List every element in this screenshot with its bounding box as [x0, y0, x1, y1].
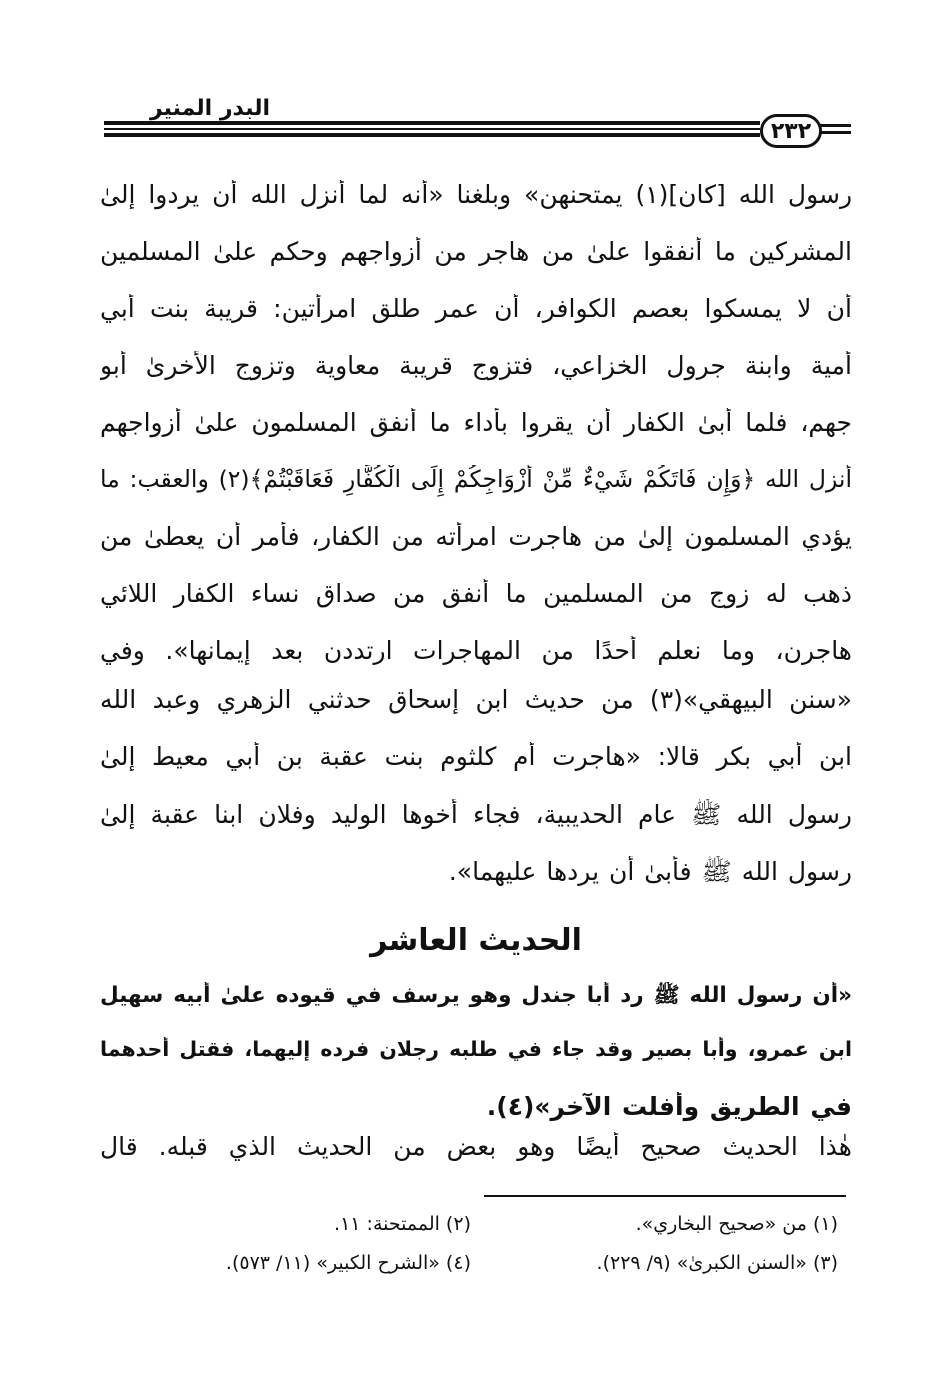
- text-line: هٰذا الحديث صحيح أيضًا وهو بعض من الحديث الذي قبله. قال: [100, 1132, 852, 1161]
- footnote: (٣) «السنن الكبرىٰ» (٩/ ٢٢٩).: [596, 1252, 838, 1274]
- footnote: (٢) الممتحنة: ١١.: [334, 1213, 471, 1235]
- text-line: هاجرن، وما نعلم أحدًا من المهاجرات ارتددن بعد إيمانها». وفي: [100, 636, 852, 665]
- header-rule: [104, 128, 760, 130]
- main-text: [100, 180, 852, 720]
- text-line: أمية وابنة جرول الخزاعي، فتزوج قريبة معاوية وتزوج الأخرىٰ أبو: [100, 351, 852, 380]
- text-line: رسول الله ﷺ فأبىٰ أن يردها عليهما».: [448, 857, 852, 886]
- running-title: البدر المنير: [150, 96, 271, 121]
- hadith-text: [100, 982, 852, 1132]
- text-line: في الطريق وأفلت الآخر»(٤).: [486, 1092, 852, 1121]
- text-line: «أن رسول الله ﷺ رد أبا جندل وهو يرسف في قيوده علىٰ أبيه سهيل: [100, 983, 852, 1008]
- text-line: رسول الله [كان](١) يمتحنهن» وبلغنا «أنه لما أنزل الله أن يردوا إلىٰ: [100, 180, 852, 209]
- text-line: ذهب له زوج من المسلمين ما أنفق من صداق نساء الكفار اللائي: [100, 579, 852, 608]
- main-text-continued: [100, 685, 852, 905]
- header-rule: [104, 133, 760, 137]
- header-rule: [104, 121, 760, 125]
- text-line: أنزل الله ﴿وَإِن فَاتَكُمْ شَيْءٌ مِّنْ أَزْوَاجِكُمْ إِلَى الْكُفَّارِ فَعَاقَبْتُمْ﴾(٢) والعقب: ما: [100, 465, 852, 493]
- header-rule: [820, 124, 851, 127]
- text-line: ابن أبي بكر قالا: «هاجرت أم كلثوم بنت عقبة بن أبي معيط إلىٰ: [100, 742, 852, 771]
- page-number: ٢٣٢: [760, 114, 822, 148]
- text-line: يؤدي المسلمون إلىٰ من هاجرت امرأته من الكفار، فأمر أن يعطىٰ من: [100, 522, 852, 551]
- footnote-separator: [484, 1195, 846, 1197]
- footnote: (٤) «الشرح الكبير» (١١/ ٥٧٣).: [225, 1252, 471, 1274]
- text-line: «سنن البيهقي»(٣) من حديث ابن إسحاق حدثني الزهري وعبد الله: [100, 685, 852, 714]
- commentary-text: [100, 1132, 852, 1177]
- text-line: أن لا يمسكوا بعصم الكوافر، أن عمر طلق امرأتين: قريبة بنت أبي: [100, 294, 852, 323]
- text-line: المشركين ما أنفقوا علىٰ من هاجر من أزواجهم وحكم علىٰ المسلمين: [100, 237, 852, 266]
- header-rule: [820, 131, 851, 134]
- text-line: جهم، فلما أبىٰ الكفار أن يقروا بأداء ما أنفق المسلمون علىٰ أزواجهم: [100, 408, 852, 437]
- text-line: ابن عمرو، وأبا بصير وقد جاء في طلبه رجلان فرده إليهما، فقتل أحدهما: [100, 1037, 852, 1061]
- footnote: (١) من «صحيح البخاري».: [635, 1213, 838, 1235]
- section-heading: الحديث العاشر: [370, 923, 582, 958]
- text-line: رسول الله ﷺ عام الحديبية، فجاء أخوها الوليد وفلان ابنا عقبة إلىٰ: [100, 800, 852, 829]
